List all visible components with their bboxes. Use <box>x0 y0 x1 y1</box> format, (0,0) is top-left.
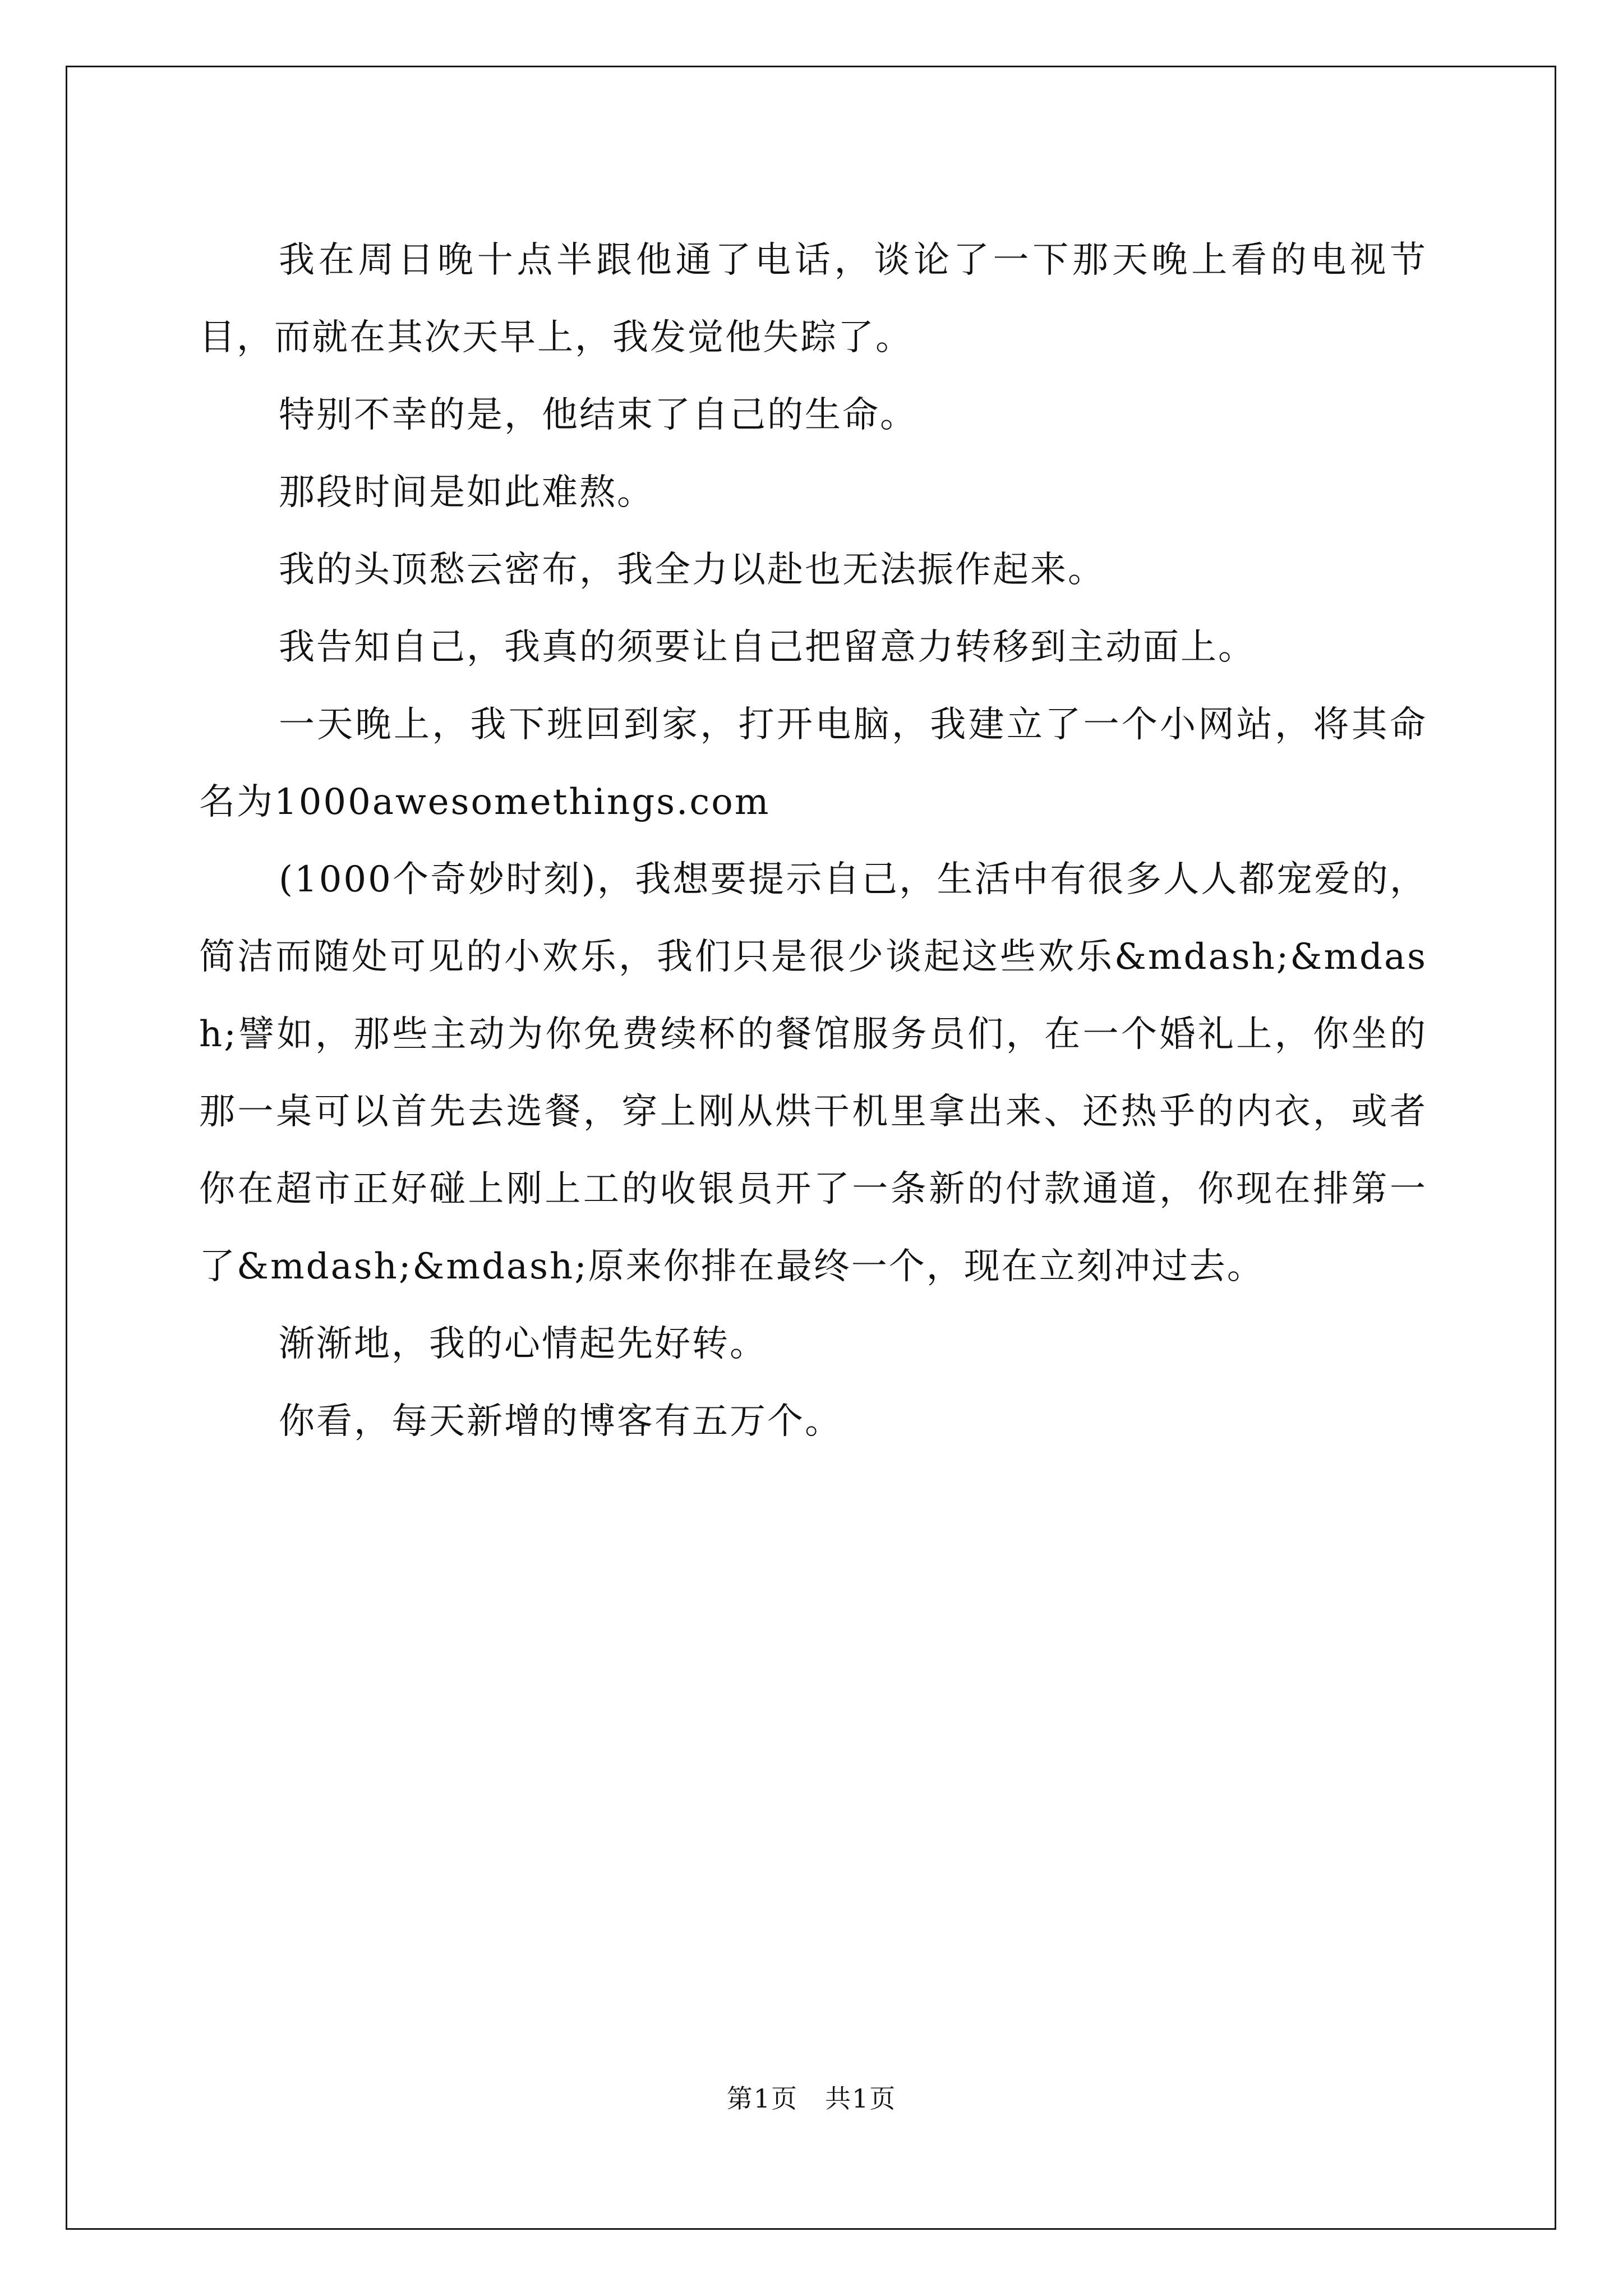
paragraph-4: 我的头顶愁云密布，我全力以赴也无法振作起来。 <box>279 549 1105 591</box>
page-footer: 第1页 共1页 <box>726 2083 897 2114</box>
paragraph-5: 我告知自己，我真的须要让自己把留意力转移到主动面上。 <box>279 627 1256 668</box>
paragraph-1: 我在周日晚十点半跟他通了电话，谈论了一下那天晚上看的电视节目，而就在其次天早上，我发觉他失踪了。 <box>199 240 1427 358</box>
paragraph-9: 你看，每天新增的博客有五万个。 <box>279 1401 842 1442</box>
paragraph-8: 渐渐地，我的心情起先好转。 <box>279 1323 767 1365</box>
paragraph-3: 那段时间是如此难熬。 <box>279 472 654 513</box>
paragraph-7: (1000个奇妙时刻)，我想要提示自己，生活中有很多人人都宠爱的，简洁而随处可见的小欢乐，我们只是很少谈起这些欢乐&mdash;&mdash;譬如，那些主动为你免费续杯的餐馆服务员们，在一个婚礼上，你坐的那一桌可以首先去选餐，穿上刚从烘干机里拿出来、还热乎的内衣，或者你在超市正好碰上刚上工的收银员开了一条新的付款通道，你现在排第一了&mdash;&mdash;原来你排在最终一个，现在立刻冲过去。 <box>199 859 1427 1287</box>
paragraph-6: 一天晚上，我下班回到家，打开电脑，我建立了一个小网站，将其命名为1000awesomethings.com <box>199 704 1427 823</box>
paragraph-2: 特别不幸的是，他结束了自己的生命。 <box>279 394 917 436</box>
document-body <box>199 222 1427 1460</box>
